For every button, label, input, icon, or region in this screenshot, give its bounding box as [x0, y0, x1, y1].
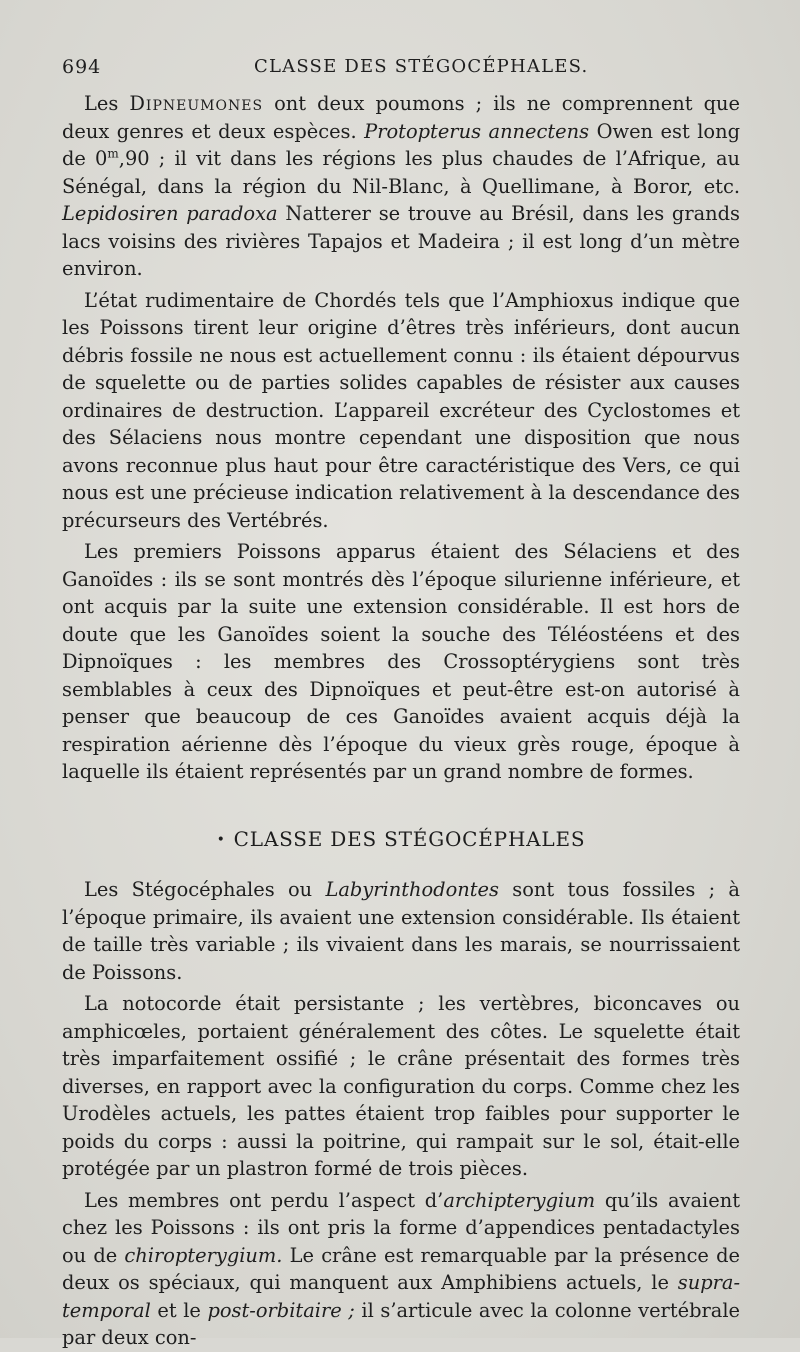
term: chiropterygium. [124, 1243, 283, 1267]
bullet-icon: • [216, 831, 226, 848]
term: archipterygium [443, 1188, 596, 1212]
text-run: ,90 ; il vit dans les régions les plus chaudes de l’Afrique, au Sénégal, dans la région du Nil-Blanc, à Quellimane, à Boror, etc. [62, 147, 740, 198]
taxon-name: Labyrinthodontes [325, 878, 499, 901]
paragraph-stegocephales [62, 876, 740, 986]
text-run: Natterer se trouve au Brésil, dans les grands lacs voisins des rivières Tapajos et Madeira ; il est long d’un mètre environ. [62, 202, 741, 280]
text-run: sont tous fossiles ; à l’époque primaire, ils avaient une extension considérable. Ils étaient de taille très variable ; ils vivaient dans les marais, se nourrissaient de Poissons. [62, 878, 740, 984]
paragraph-membres [62, 1187, 740, 1352]
text-run: qu’ils avaient chez les Poissons : ils ont pris la forme d’appendices pentadactyles ou de [62, 1188, 740, 1267]
paragraph-chordes: L’état rudimentaire de Chordés tels que l’Amphioxus indique que les Poissons tirent leur origine d’êtres très inférieurs, dont aucun débris fossile ne nous est actuellement connu : ils étaient dépourvus de squelette ou de parties solides capables de résister aux causes ordinaires de destruction. L’appareil excréteur des Cyclostomes et des Sélaciens nous montre cependant une disposition que nous avons reconnue plus haut pour être caractéristique des Vers, ce qui nous est une précieuse indication relativement à la descendance des précurseurs des Vertébrés. [62, 288, 740, 532]
small-caps-term: Dipneumones [129, 92, 264, 115]
text-run: il s’articule avec la colonne vertébrale par deux con- [62, 1298, 741, 1349]
body-text [62, 90, 740, 1352]
running-head [62, 52, 740, 82]
unit-superscript: m [107, 146, 119, 161]
species-name: Protopterus annectens [364, 119, 590, 143]
section-title: CLASSE DES STÉGOCÉPHALES [233, 826, 586, 851]
term: post-orbitaire ; [207, 1298, 355, 1322]
term: supra-temporal [62, 1271, 740, 1322]
text-run: Owen est long de 0 [62, 119, 741, 170]
paragraph-premiers-poissons: Les premiers Poissons apparus étaient des Sélaciens et des Ganoïdes : ils se sont montrés dès l’époque silurienne inférieure, et ont acquis par la suite une extension considérable. Il est hors de doute que les Ganoïdes soient la souche des Téléostéens et des Dipnoïques : les membres des Crossoptérygiens sont très semblables à ceux des Dipnoïques et peut-être est-on autorisé à penser que beaucoup de ces Ganoïdes avaient acquis déjà la respiration aérienne dès l’époque du vieux grès rouge, époque à laquelle ils étaient représentés par un grand nombre de formes. [62, 540, 740, 783]
page-number: 694 [62, 56, 102, 78]
text-run: Les membres ont perdu l’aspect d’ [84, 1188, 444, 1212]
text-run: Les Stégocéphales ou [84, 878, 326, 901]
species-name: Lepidosiren paradoxa [62, 202, 278, 225]
text-run: et le [150, 1298, 208, 1322]
paragraph-dipneumones [62, 90, 740, 283]
paragraph-notocorde: La notocorde était persistante ; les vertèbres, biconcaves ou amphicœles, portaient généralement des côtes. Le squelette était très imparfaitement ossifié ; le crâne présentait des formes très diverses, en rapport avec la configuration du corps. Comme chez les Urodèles actuels, les pattes étaient trop faibles pour supporter le poids du corps : aussi la poitrine, qui rampait sur le sol, était-elle protégée par un plastron formé de trois pièces. [62, 992, 740, 1180]
section-heading [62, 826, 740, 855]
text-run: Les [84, 92, 130, 115]
running-title: CLASSE DES STÉGOCÉPHALES. [254, 56, 589, 77]
text-run: ont deux poumons ; ils ne comprennent que deux genres et deux espèces. [62, 92, 740, 143]
text-run: Le crâne est remarquable par la présence de deux os spéciaux, qui manquent aux Amphibiens actuels, le [62, 1243, 740, 1294]
